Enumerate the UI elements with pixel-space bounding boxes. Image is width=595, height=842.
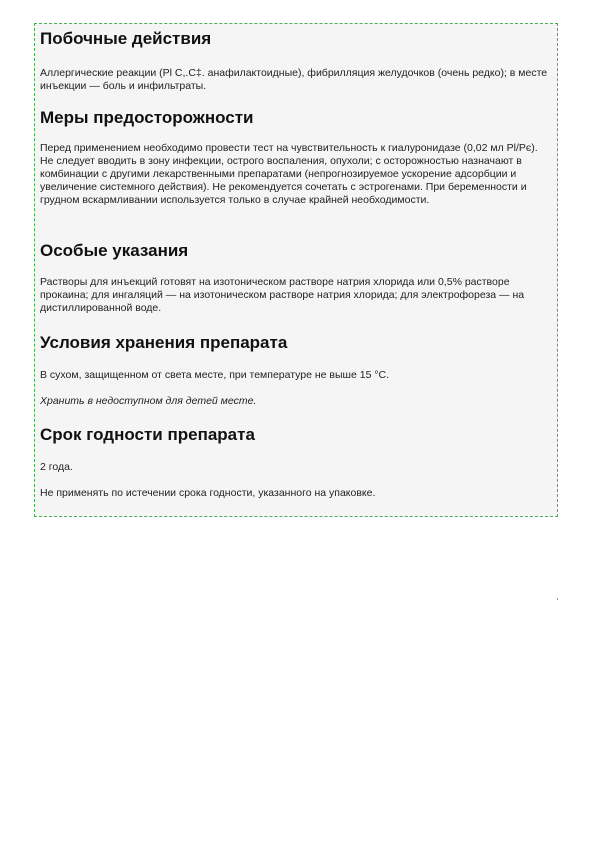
section-special-instructions xyxy=(40,241,551,315)
section-paragraph: Перед применением необходимо провести тест на чувствительность к гиалуронидазе (0,02 мл Pl/Рє). Не следует вводить в зону инфекции, острого воспаления, опухоли; с осторожностью назначают в комбинации с другими лекарственными препаратами (непрогнозируемое ускорение адсорбции и увеличение системного действия). Не рекомендуется сочетать с эстрогенами. При беременности и грудном вскармливании используется только в случае крайней необходимости. xyxy=(40,142,538,206)
section-heading: Побочные действия xyxy=(40,29,212,48)
section-heading: Меры предосторожности xyxy=(40,108,254,127)
section-paragraph: Аллергические реакции (Pl С,.С‡. анафилактоидные), фибрилляция желудочков (очень редко); в месте инъекции — боль и инфильтраты. xyxy=(40,67,548,92)
section-heading: Условия хранения препарата xyxy=(40,333,288,352)
section-paragraph: Растворы для инъекций готовят на изотоническом растворе натрия хлорида или 0,5% растворе прокаина; для ингаляций — на изотоническом растворе натрия хлорида; для электрофореза — на дистиллированной воде. xyxy=(40,276,525,314)
stray-mark xyxy=(557,598,558,600)
section-paragraph: 2 года. xyxy=(40,461,73,473)
section-shelf-life xyxy=(40,425,551,500)
section-paragraph: Хранить в недоступном для детей месте. xyxy=(40,395,257,407)
section-paragraph: В сухом, защищенном от света месте, при температуре не выше 15 °С. xyxy=(40,369,390,381)
section-storage-conditions xyxy=(40,333,551,408)
section-precautions xyxy=(40,108,551,207)
section-paragraph: Не применять по истечении срока годности, указанного на упаковке. xyxy=(40,487,376,499)
section-heading: Особые указания xyxy=(40,241,189,260)
section-heading: Срок годности препарата xyxy=(40,425,255,444)
section-side-effects xyxy=(40,29,551,93)
